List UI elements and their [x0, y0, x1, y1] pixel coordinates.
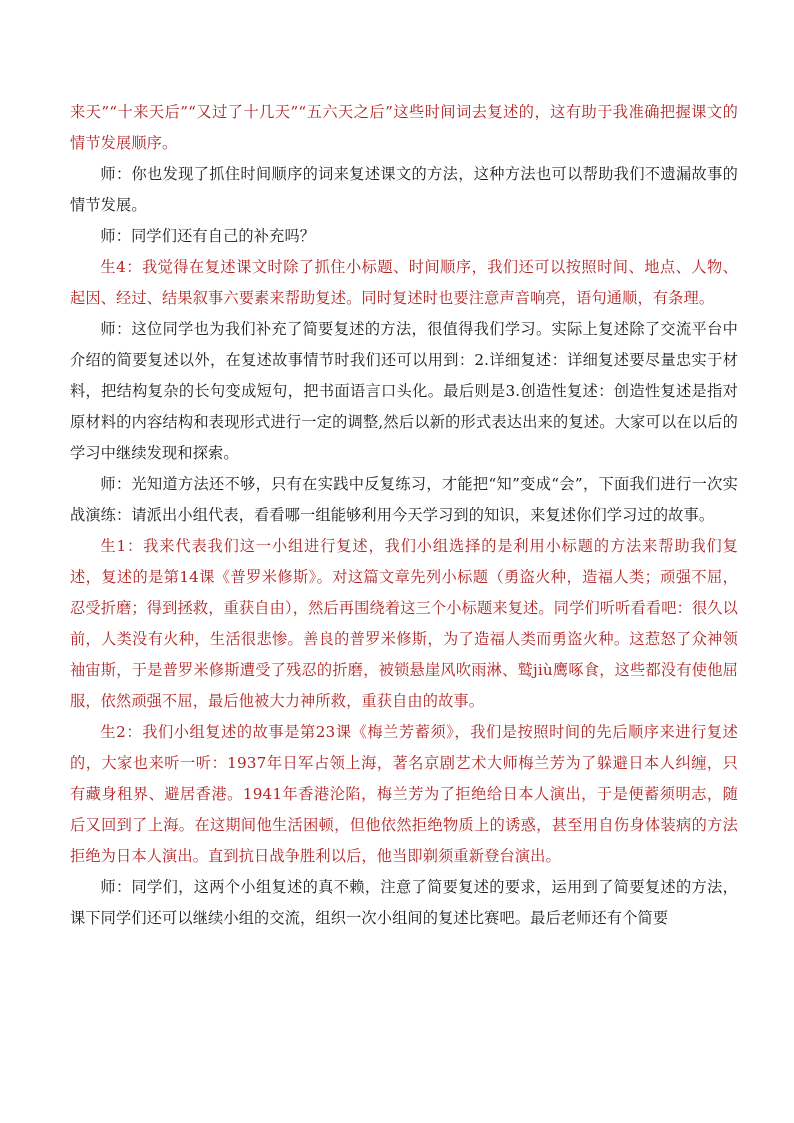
answer-text: 来天”“十来天后”“又过了十几天”“五六天之后”这些时间词去复述的，这有助于我准确把握课文的情节发展顺序。 — [70, 103, 738, 152]
answer-text: 生2：我们小组复述的故事是第23课《梅兰芳蓄须》，我们是按照时间的先后顺序来进行复述的，大家也来听一听：1937年日军占领上海，著名京剧艺术大师梅兰芳为了躲避日本人纠缠，只有藏身租界、避居香港。1941年香港沦陷，梅兰芳为了拒绝给日本人演出，于是便蓄须明志，随后又回到了上海。在这期间他生活困顿，但他依然拒绝物质上的诱惑，甚至用自伤身体装病的方法拒绝为日本人演出。直到抗日战争胜利以后，他当即剃须重新登台演出。 — [70, 723, 738, 865]
teacher-text: 师：光知道方法还不够，只有在实践中反复练习，才能把“知”变成“会”，下面我们进行一次实战演练：请派出小组代表，看看哪一组能够利用今天学习到的知识，来复述你们学习过的故事。 — [70, 475, 738, 524]
teacher-text: 师：同学们，这两个小组复述的真不赖，注意了简要复述的要求，运用到了简要复述的方法，课下同学们还可以继续小组的交流，组织一次小组间的复述比赛吧。最后老师还有个简要 — [70, 878, 738, 927]
paragraph — [70, 531, 738, 717]
teacher-text: 师：你也发现了抓住时间顺序的词来复述课文的方法，这种方法也可以帮助我们不遗漏故事的情节发展。 — [70, 165, 738, 214]
answer-text: 生1：我来代表我们这一小组进行复述，我们小组选择的是利用小标题的方法来帮助我们复述，复述的是第14课《普罗米修斯》。对这篇文章先列小标题（勇盗火种，造福人类；顽强不屈，忍受折磨；得到拯救，重获自由），然后再围绕着这三个小标题来复述。同学们听听看看吧：很久以前，人类没有火种，生活很悲惨。善良的普罗米修斯，为了造福人类而勇盗火种。这惹怒了众神领袖宙斯，于是普罗米修斯遭受了残忍的折磨，被锁悬崖风吹雨淋、鹫 — [70, 537, 738, 679]
answer-text: 鹰啄食，这些都没有使他屈服，依然顽强不屈，最后他被大力神所救，重获自由的故事。 — [70, 661, 738, 710]
paragraph — [70, 717, 738, 872]
paragraph — [70, 872, 738, 934]
paragraph — [70, 97, 738, 159]
answer-text: jiù — [532, 661, 553, 679]
teacher-text: 师：同学们还有自己的补充吗？ — [100, 227, 316, 245]
document-body — [70, 97, 738, 934]
answer-text: 生4：我觉得在复述课文时除了抓住小标题、时间顺序，我们还可以按照时间、地点、人物、起因、经过、结果叙事六要素来帮助复述。同时复述时也要注意声音响亮，语句通顺，有条理。 — [70, 258, 738, 307]
teacher-text: 师：这位同学也为我们补充了简要复述的方法，很值得我们学习。实际上复述除了交流平台中介绍的简要复述以外，在复述故事情节时我们还可以用到：2.详细复述：详细复述要尽量忠实于材料，把结构复杂的长句变成短句，把书面语言口头化。最后则是3.创造性复述：创造性复述是指对原材料的内容结构和表现形式进行一定的调整,然后以新的形式表达出来的复述。大家可以在以后的学习中继续发现和探索。 — [70, 320, 738, 462]
paragraph — [70, 159, 738, 221]
paragraph — [70, 469, 738, 531]
paragraph — [70, 252, 738, 314]
paragraph — [70, 221, 738, 252]
paragraph — [70, 314, 738, 469]
